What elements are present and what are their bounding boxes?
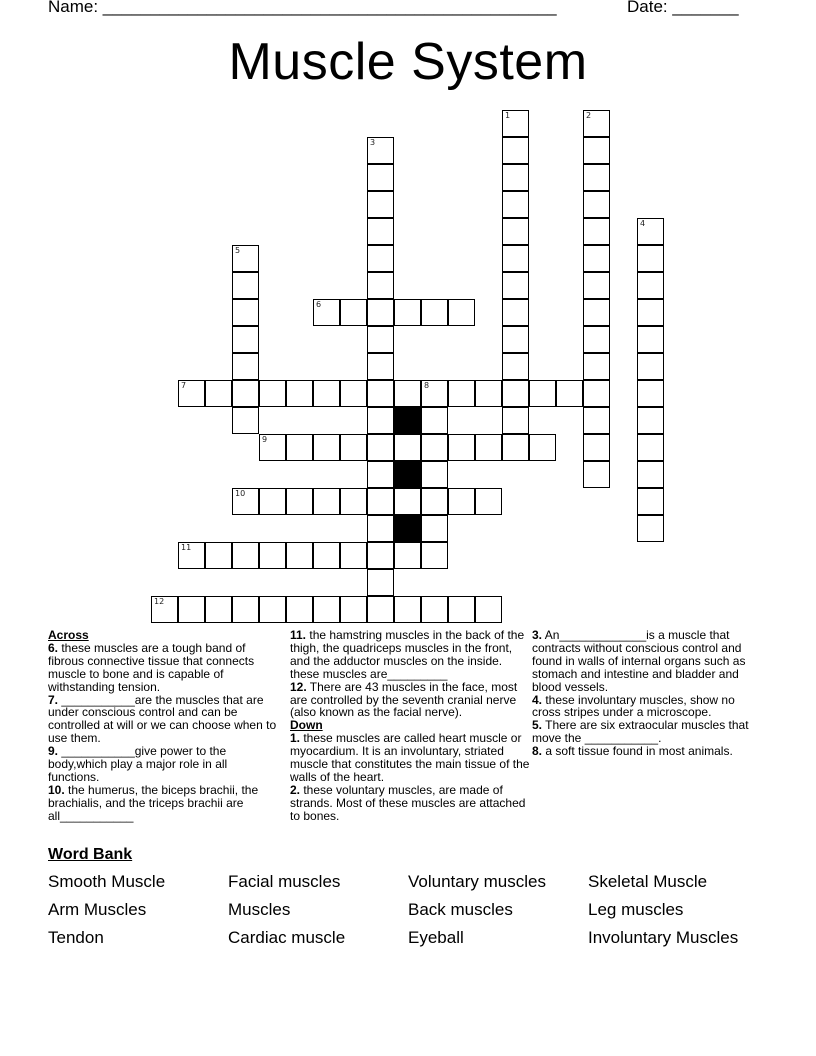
clue-number: 4. [532, 692, 543, 707]
crossword-cell[interactable] [475, 488, 502, 515]
crossword-cell[interactable] [205, 542, 232, 569]
crossword-cell[interactable] [583, 191, 610, 218]
crossword-cell[interactable] [583, 380, 610, 407]
crossword-cell[interactable] [286, 380, 313, 407]
crossword-cell[interactable] [340, 434, 367, 461]
crossword-cell[interactable] [367, 488, 394, 515]
crossword-cell[interactable] [394, 488, 421, 515]
crossword-cell[interactable] [367, 191, 394, 218]
crossword-cell[interactable] [367, 218, 394, 245]
clue-down-5 [532, 719, 764, 745]
crossword-cell[interactable] [367, 542, 394, 569]
crossword-cell[interactable] [583, 218, 610, 245]
clue-down-3 [532, 629, 764, 694]
clue-number-label: 11 [181, 543, 192, 552]
crossword-cell[interactable] [637, 218, 664, 245]
crossword-cell[interactable] [286, 596, 313, 623]
crossword-cell[interactable] [421, 515, 448, 542]
crossword-cell[interactable] [502, 272, 529, 299]
crossword-cell[interactable] [637, 326, 664, 353]
crossword-cell[interactable] [286, 542, 313, 569]
crossword-cell[interactable] [637, 515, 664, 542]
clue-number-label: 9 [262, 435, 268, 444]
crossword-cell[interactable] [232, 596, 259, 623]
crossword-cell[interactable] [367, 326, 394, 353]
crossword-cell[interactable] [367, 407, 394, 434]
clue-text: ___________are the muscles that are under conscious control and can be controlled at will or we can choose when to use them. [48, 692, 277, 746]
page-title: Muscle System [228, 33, 588, 91]
clue-number: 6. [48, 640, 59, 655]
crossword-cell[interactable] [232, 272, 259, 299]
crossword-cell[interactable] [367, 515, 394, 542]
crossword-cell[interactable] [583, 164, 610, 191]
crossword-cell[interactable] [502, 326, 529, 353]
crossword-cell[interactable] [421, 380, 448, 407]
crossword-cell[interactable] [556, 380, 583, 407]
crossword-cell[interactable] [502, 353, 529, 380]
clue-number: 12. [290, 679, 307, 694]
word-bank-item: Back muscles [408, 900, 513, 919]
word-bank-item: Muscles [228, 900, 291, 919]
crossword-cell[interactable] [286, 488, 313, 515]
crossword-cell[interactable] [340, 299, 367, 326]
crossword-cell[interactable] [637, 488, 664, 515]
crossword-cell[interactable] [637, 380, 664, 407]
word-bank-item: Arm Muscles [48, 900, 147, 919]
crossword-cell[interactable] [286, 434, 313, 461]
clue-number: 11. [290, 628, 307, 642]
crossword-cell[interactable] [583, 407, 610, 434]
crossword-cell[interactable] [583, 326, 610, 353]
crossword-cell[interactable] [259, 380, 286, 407]
crossword-cell[interactable] [340, 380, 367, 407]
crossword-cell[interactable] [448, 488, 475, 515]
crossword-cell[interactable] [232, 542, 259, 569]
clue-across-7 [48, 694, 280, 746]
crossword-cell[interactable] [637, 434, 664, 461]
word-bank-item: Facial muscles [228, 872, 341, 891]
clue-text: these muscles are a tough band of fibrous connective tissue that connects muscle to bone and is capable of withstanding tension. [48, 640, 255, 694]
crossword-cell[interactable] [502, 110, 529, 137]
clue-text: these voluntary muscles, are made of strands. Most of these muscles are attached to bones. [290, 782, 526, 823]
crossword-cell[interactable] [205, 596, 232, 623]
crossword-cell[interactable] [583, 299, 610, 326]
clues-column-3 [532, 629, 764, 758]
clue-number-label: 10 [235, 489, 246, 498]
crossword-cell[interactable] [448, 380, 475, 407]
word-bank-item: Involuntary Muscles [588, 928, 739, 947]
clue-number: 10. [48, 782, 65, 797]
crossword-cell[interactable] [367, 434, 394, 461]
black-cell [394, 515, 421, 542]
crossword-cell[interactable] [502, 407, 529, 434]
clue-number-label: 5 [235, 246, 241, 255]
crossword-cell[interactable] [259, 542, 286, 569]
clue-number-label: 1 [505, 111, 511, 120]
crossword-cell[interactable] [421, 542, 448, 569]
clue-text: There are 43 muscles in the face, most are controlled by the seventh cranial nerve (also known as the facial nerve). [290, 679, 518, 720]
name-field[interactable]: Name: ________________________________________________ [48, 0, 557, 16]
crossword-cell[interactable] [421, 299, 448, 326]
crossword-cell[interactable] [394, 299, 421, 326]
crossword-cell[interactable] [529, 380, 556, 407]
clue-text: the humerus, the biceps brachii, the brachialis, and the triceps brachii are all___________ [48, 782, 259, 823]
crossword-cell[interactable] [232, 380, 259, 407]
crossword-cell[interactable] [313, 488, 340, 515]
crossword-cell[interactable] [340, 488, 367, 515]
crossword-cell[interactable] [583, 110, 610, 137]
clue-across-12 [290, 681, 530, 720]
word-bank-item: Leg muscles [588, 900, 684, 919]
crossword-cell[interactable] [178, 596, 205, 623]
clue-number: 9. [48, 744, 59, 759]
crossword-cell[interactable] [313, 596, 340, 623]
crossword-cell[interactable] [529, 434, 556, 461]
crossword-cell[interactable] [259, 596, 286, 623]
clue-number-label: 6 [316, 300, 322, 309]
clue-number-label: 2 [586, 111, 592, 120]
crossword-cell[interactable] [421, 488, 448, 515]
crossword-cell[interactable] [259, 434, 286, 461]
crossword-cell[interactable] [367, 596, 394, 623]
crossword-cell[interactable] [205, 380, 232, 407]
clue-across-6 [48, 642, 280, 694]
crossword-cell[interactable] [232, 407, 259, 434]
crossword-cell[interactable] [583, 434, 610, 461]
word-bank [48, 872, 768, 948]
crossword-cell[interactable] [475, 596, 502, 623]
black-cell [394, 461, 421, 488]
crossword-cell[interactable] [394, 434, 421, 461]
crossword-cell[interactable] [502, 434, 529, 461]
crossword-cell[interactable] [367, 245, 394, 272]
crossword-cell[interactable] [583, 245, 610, 272]
crossword-cell[interactable] [232, 326, 259, 353]
crossword-cell[interactable] [367, 461, 394, 488]
word-bank-item: Eyeball [408, 928, 464, 947]
crossword-cell[interactable] [394, 542, 421, 569]
clue-number: 2. [290, 782, 301, 797]
crossword-cell[interactable] [340, 596, 367, 623]
crossword-cell[interactable] [637, 353, 664, 380]
word-bank-item: Skeletal Muscle [588, 872, 708, 891]
crossword-cell[interactable] [367, 299, 394, 326]
crossword-cell[interactable] [448, 596, 475, 623]
crossword-cell[interactable] [475, 434, 502, 461]
clue-number-label: 4 [640, 219, 646, 228]
crossword-cell[interactable] [502, 380, 529, 407]
clues-column-1 [48, 629, 280, 823]
crossword-cell[interactable] [367, 137, 394, 164]
clue-number: 7. [48, 692, 59, 707]
crossword-cell[interactable] [367, 353, 394, 380]
crossword-cell[interactable] [421, 407, 448, 434]
crossword-cell[interactable] [151, 596, 178, 623]
crossword-cell[interactable] [421, 596, 448, 623]
crossword-cell[interactable] [448, 434, 475, 461]
crossword-cell[interactable] [421, 434, 448, 461]
crossword-cell[interactable] [232, 299, 259, 326]
crossword-cell[interactable] [637, 407, 664, 434]
crossword-cell[interactable] [367, 164, 394, 191]
clue-down-2 [290, 784, 530, 823]
crossword-cell[interactable] [502, 245, 529, 272]
crossword-cell[interactable] [502, 191, 529, 218]
clue-text: these involuntary muscles, show no cross stripes under a microscope. [532, 692, 735, 720]
crossword-cell[interactable] [637, 245, 664, 272]
clue-text: a soft tissue found in most animals. [542, 744, 733, 759]
clue-number: 5. [532, 718, 543, 733]
crossword-cell[interactable] [178, 542, 205, 569]
clue-text: ___________give power to the body,which play a major role in all functions. [48, 744, 228, 784]
crossword-cell[interactable] [583, 137, 610, 164]
crossword-cell[interactable] [394, 596, 421, 623]
word-bank-title: Word Bank [48, 846, 133, 863]
crossword-cell[interactable] [340, 542, 367, 569]
crossword-cell[interactable] [421, 461, 448, 488]
crossword-cell[interactable] [637, 461, 664, 488]
crossword-cell[interactable] [178, 380, 205, 407]
crossword-cell[interactable] [367, 272, 394, 299]
clue-across-10 [48, 784, 280, 823]
clue-number-label: 7 [181, 381, 187, 390]
clue-text: these muscles are called heart muscle or myocardium. It is an involuntary, striated muscle that constitutes the main tissue of the walls of the heart. [290, 731, 530, 784]
crossword-cell[interactable] [367, 380, 394, 407]
crossword-cell[interactable] [367, 569, 394, 596]
clue-text: the hamstring muscles in the back of the thigh, the quadriceps muscles in the front, and the adductor muscles on the inside. these muscles are_________ [290, 628, 525, 681]
down-heading: Down [290, 718, 323, 733]
crossword-cell[interactable] [583, 461, 610, 488]
crossword-cell[interactable] [232, 353, 259, 380]
crossword-cell[interactable] [232, 488, 259, 515]
clue-number: 1. [290, 731, 301, 746]
crossword-grid [151, 110, 664, 623]
black-cell [394, 407, 421, 434]
crossword-cell[interactable] [502, 218, 529, 245]
crossword-cell[interactable] [502, 137, 529, 164]
clue-number-label: 3 [370, 138, 376, 147]
crossword-cell[interactable] [475, 380, 502, 407]
clue-across-9 [48, 745, 280, 784]
word-bank-item: Tendon [48, 928, 104, 947]
crossword-cell[interactable] [313, 434, 340, 461]
crossword-cell[interactable] [637, 272, 664, 299]
clue-down-1 [290, 732, 530, 784]
crossword-cell[interactable] [502, 299, 529, 326]
crossword-cell[interactable] [313, 299, 340, 326]
word-bank-item: Voluntary muscles [408, 872, 546, 891]
crossword-cell[interactable] [313, 380, 340, 407]
crossword-cell[interactable] [448, 299, 475, 326]
crossword-cell[interactable] [583, 272, 610, 299]
crossword-cell[interactable] [259, 488, 286, 515]
clue-down-4 [532, 694, 764, 720]
clue-number-label: 12 [154, 597, 165, 606]
crossword-cell[interactable] [637, 299, 664, 326]
clue-number: 3. [532, 628, 543, 642]
crossword-cell[interactable] [502, 164, 529, 191]
clue-number: 8. [532, 744, 543, 759]
clue-text: There are six extraocular muscles that move the ___________. [532, 718, 749, 746]
clues-column-2 [290, 629, 530, 823]
clue-text: An_____________is a muscle that contracts without conscious control and found in walls of internal organs such as stomach and intestine and bladder and blood vessels. [532, 628, 746, 694]
crossword-cell[interactable] [583, 353, 610, 380]
across-heading: Across [48, 628, 89, 642]
crossword-cell[interactable] [394, 380, 421, 407]
clue-number-label: 8 [424, 381, 430, 390]
crossword-cell[interactable] [313, 542, 340, 569]
word-bank-item: Smooth Muscle [48, 872, 166, 891]
word-bank-item: Cardiac muscle [228, 928, 346, 947]
clue-across-11 [290, 629, 530, 681]
date-field[interactable]: Date: _______ [627, 0, 739, 16]
clue-down-8 [532, 745, 764, 758]
crossword-cell[interactable] [232, 245, 259, 272]
